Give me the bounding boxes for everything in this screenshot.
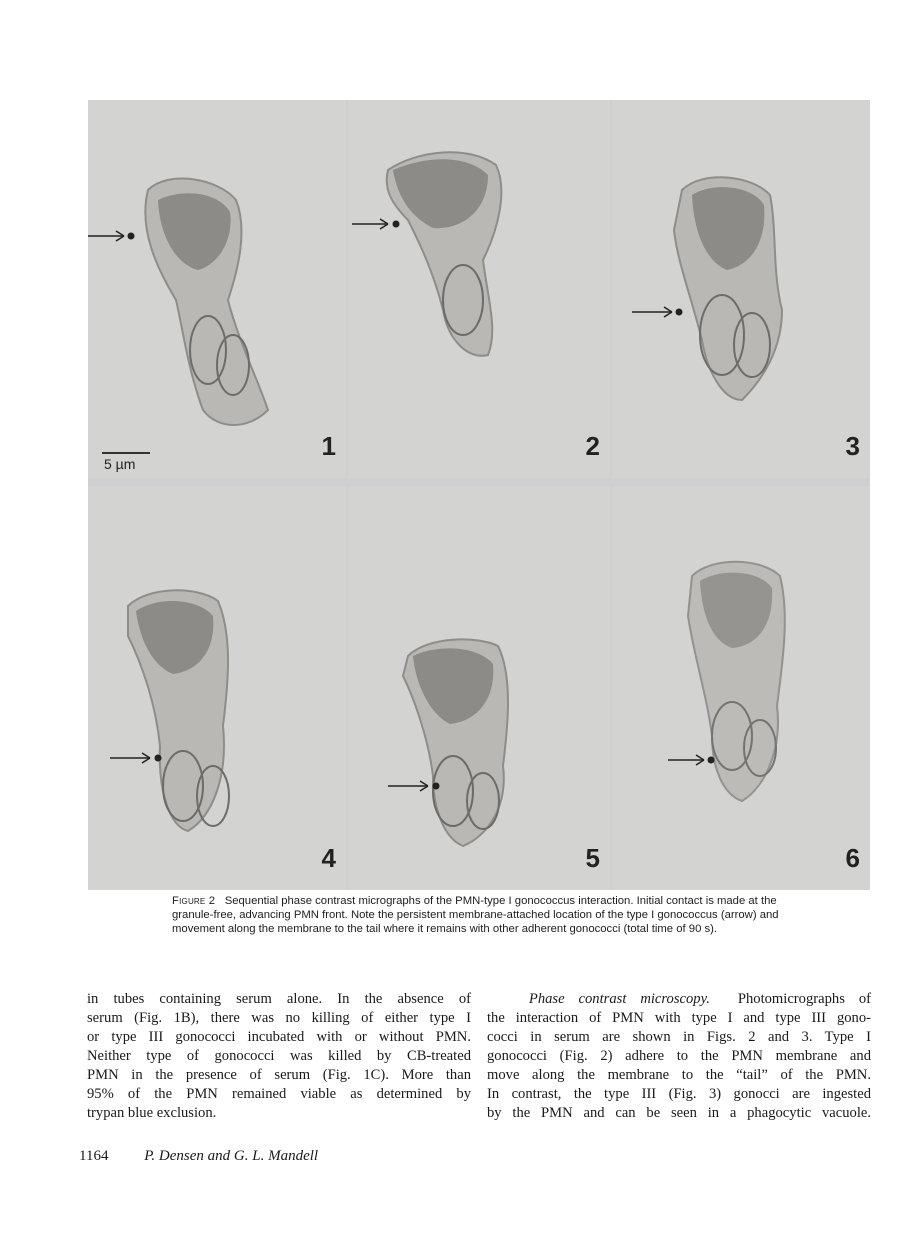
body-line: PMN in the presence of serum (Fig. 1C). More than [87, 1067, 471, 1083]
body-line: cocci in serum are shown in Figs. 2 and 3. Type I [487, 1029, 871, 1045]
body-line: Photomicrographs of [737, 991, 871, 1007]
gonococcus-marker [676, 309, 683, 316]
gonococcus-marker [393, 221, 400, 228]
cell-image-1 [88, 100, 346, 478]
panel-number: 3 [845, 431, 860, 461]
micrograph-panel-2 [348, 100, 610, 478]
body-line: gonococci (Fig. 2) adhere to the PMN membrane and [487, 1048, 871, 1064]
running-authors: P. Densen and G. L. Mandell [144, 1148, 319, 1164]
cell-image-4 [88, 486, 346, 890]
body-line: 95% of the PMN remained viable as determined by [87, 1086, 471, 1102]
body-line: In contrast, the type III (Fig. 3) gonocci are ingested [487, 1086, 871, 1102]
gonococcus-marker [155, 755, 162, 762]
cell-image-5 [348, 486, 610, 890]
panel-number: 2 [585, 431, 600, 461]
body-line: serum (Fig. 1B), there was no killing of either type I [87, 1010, 471, 1026]
figure-caption [172, 894, 784, 936]
body-line: Neither type of gonococci was killed by CB-treated [87, 1048, 471, 1064]
body-line: in tubes containing serum alone. In the absence of [87, 991, 471, 1007]
micrograph-panel-5 [348, 486, 610, 890]
panel-number: 6 [845, 843, 860, 873]
micrograph-panel-6 [612, 486, 870, 890]
gonococcus-marker [433, 783, 440, 790]
scale-bar [102, 452, 150, 454]
page-footer [79, 1148, 318, 1165]
gonococcus-marker [708, 757, 715, 764]
cell-image-2 [348, 100, 610, 478]
micrograph-panel-1 [88, 100, 346, 478]
cell-image-6 [612, 486, 870, 890]
caption-label: Figure 2 [172, 895, 216, 907]
cell-image-3 [612, 100, 870, 478]
micrograph-panel-3 [612, 100, 870, 478]
body-column-right [487, 990, 871, 1123]
page-number: 1164 [79, 1148, 109, 1164]
section-heading: Phase contrast microscopy. [528, 991, 710, 1007]
micrograph-panel-4 [88, 486, 346, 890]
panel-number: 1 [321, 431, 336, 461]
body-line: move along the membrane to the “tail” of the PMN. [487, 1067, 871, 1083]
caption-text: Sequential phase contrast micrographs of the PMN-type I gonococcus interaction. Initial contact is made at the granule-free, advancing PMN front. Note the persistent membrane-attached location of the type I gonococcus (arrow) and movement along the membrane to the tail where it remains with other adherent gonococci (total time of 90 s). [172, 895, 779, 935]
body-column-left [87, 990, 471, 1123]
body-line: trypan blue exclusion. [87, 1105, 217, 1121]
section-first-line [487, 990, 871, 1009]
body-line: or type III gonococci incubated with or without PMN. [87, 1029, 471, 1045]
body-line: by the PMN and can be seen in a phagocytic vacuole. [487, 1105, 871, 1121]
body-line: the interaction of PMN with type I and type III gono- [487, 1010, 871, 1026]
panel-number: 4 [321, 843, 336, 873]
scale-label: 5 µm [104, 456, 136, 472]
panel-number: 5 [585, 843, 600, 873]
figure-2 [88, 100, 870, 890]
gonococcus-marker [128, 233, 135, 240]
